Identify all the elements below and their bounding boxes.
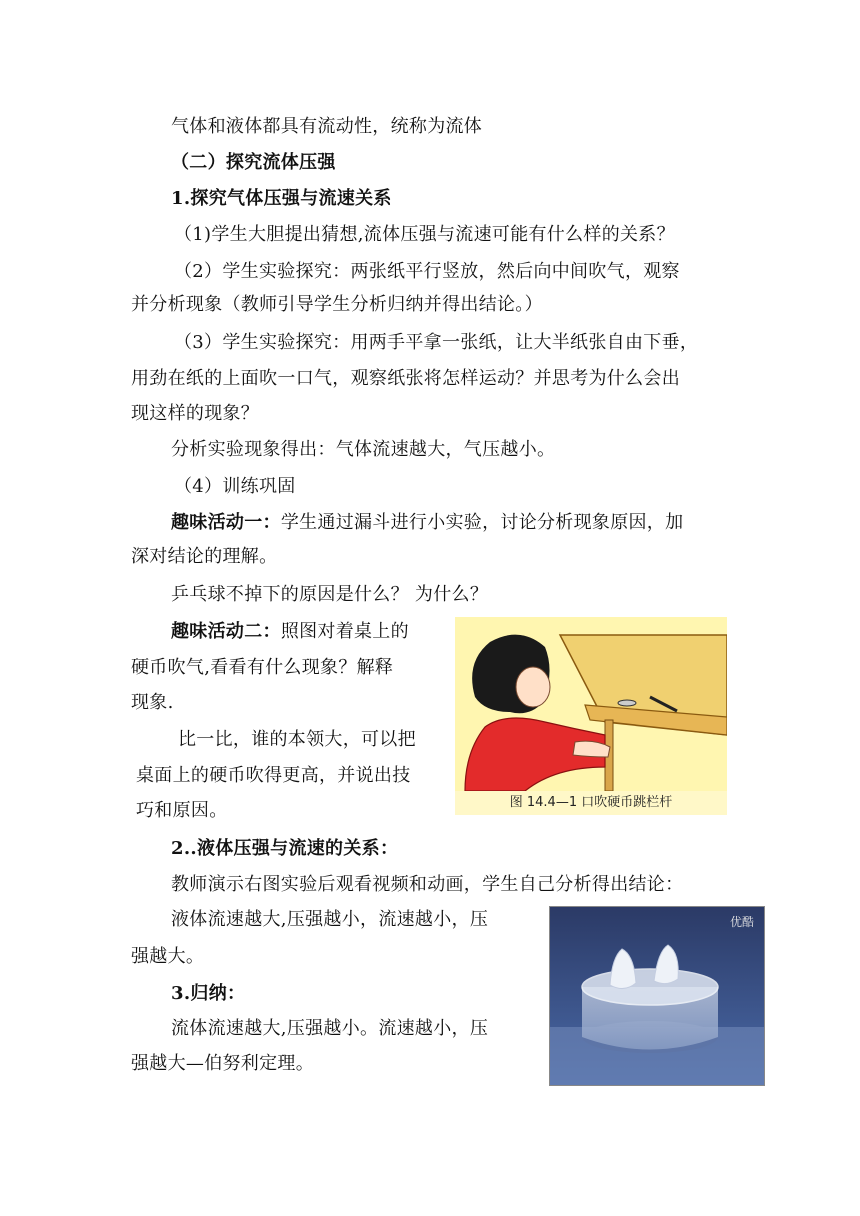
paragraph-question-2-line2: 并分析现象（教师引导学生分析归纳并得出结论。） <box>131 294 543 315</box>
paragraph-conclusion: 分析实验现象得出：气体流速越大，气压越小。 <box>171 439 556 460</box>
activity-2-line1 <box>171 620 409 644</box>
paragraph-pingpong: 乒乓球不掉下的原因是什么？ 为什么？ <box>171 584 489 605</box>
paragraph-compare-line3: 巧和原因。 <box>136 800 228 821</box>
subheading-summary: 3.归纳： <box>171 983 246 1004</box>
activity-2-line3: 现象. <box>131 692 174 713</box>
paragraph-question-3-line1: （3）学生实验探究：用两手平拿一张纸，让大半纸张自由下垂， <box>174 332 699 353</box>
paragraph-fluid-definition: 气体和液体都具有流动性，统称为流体 <box>171 116 483 137</box>
paragraph-summary-line1: 流体流速越大,压强越小。流速越小，压 <box>171 1018 489 1039</box>
activity-1-line1 <box>171 511 683 535</box>
water-dish-illustration <box>550 907 764 1085</box>
activity-1-label: 趣味活动一： <box>171 512 281 533</box>
paragraph-question-1: （1)学生大胆提出猜想,流体压强与流速可能有什么样的关系？ <box>174 224 675 245</box>
activity-2-line2: 硬币吹气,看看有什么现象？解释 <box>131 657 394 678</box>
section-heading-explore: （二）探究流体压强 <box>171 152 336 173</box>
paragraph-question-2-line1: （2）学生实验探究：两张纸平行竖放，然后向中间吹气，观察 <box>174 261 680 282</box>
subheading-liquid-pressure: 2..液体压强与流速的关系： <box>171 838 399 859</box>
paragraph-teacher-demo: 教师演示右图实验后观看视频和动画，学生自己分析得出结论： <box>171 874 684 895</box>
paragraph-liquid-line2: 强越大。 <box>131 946 205 967</box>
subheading-gas-pressure: 1.探究气体压强与流速关系 <box>171 188 392 209</box>
video-watermark: 优酷 <box>729 915 754 929</box>
paragraph-liquid-line1: 液体流速越大,压强越小，流速越小，压 <box>171 909 489 930</box>
activity-1-line2: 深对结论的理解。 <box>131 546 278 567</box>
paragraph-question-3-line2: 用劲在纸的上面吹一口气，观察纸张将怎样运动？并思考为什么会出 <box>131 368 680 389</box>
paragraph-compare-line1: 比一比，谁的本领大，可以把 <box>178 729 416 750</box>
activity-2-text: 照图对着桌上的 <box>280 621 409 642</box>
paragraph-summary-line2: 强越大—伯努利定理。 <box>131 1053 314 1074</box>
paragraph-question-3-line3: 现这样的现象？ <box>131 403 260 424</box>
girl-blowing-coin-illustration <box>455 617 727 791</box>
figure-liquid-demo-video <box>549 906 765 1086</box>
activity-2-label: 趣味活动二： <box>171 621 281 642</box>
figure-1-caption: 图 14.4—1 口吹硬币跳栏杆 <box>455 791 727 815</box>
activity-1-text: 学生通过漏斗进行小实验，讨论分析现象原因，加 <box>280 512 684 533</box>
paragraph-question-4: （4）训练巩固 <box>174 476 296 497</box>
figure-coin-blow <box>455 617 727 815</box>
paragraph-compare-line2: 桌面上的硬币吹得更高，并说出技 <box>136 765 411 786</box>
